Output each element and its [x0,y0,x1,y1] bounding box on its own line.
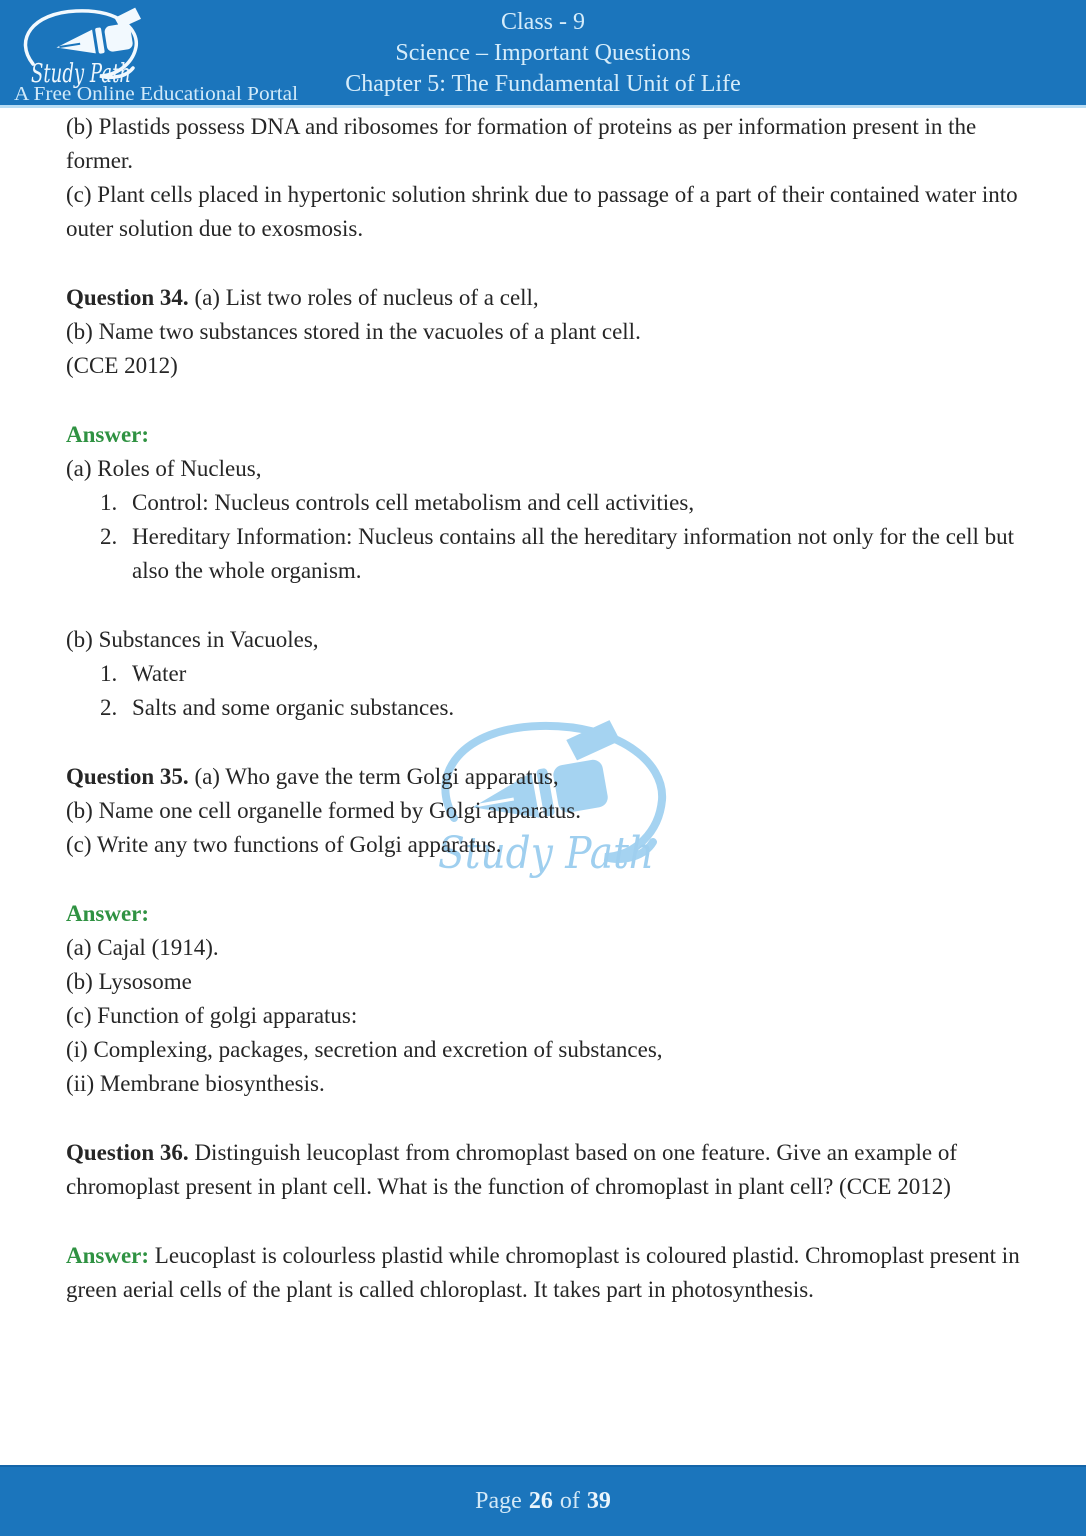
paragraph [66,897,1020,931]
paragraph [66,623,1020,657]
studypath-logo-icon [6,0,316,105]
paragraph [66,418,1020,452]
paragraph-text: (i) Complexing, packages, secretion and excretion of substances, [66,1037,663,1062]
logo-title: Study Path [31,59,131,89]
page-word: Page [475,1488,522,1514]
list-item [66,691,1020,725]
blank-line [66,725,1020,760]
ordered-list [66,657,1020,725]
header-titles [345,7,740,100]
blank-line [66,588,1020,623]
paragraph [66,178,1020,246]
paragraph-text: (ii) Membrane biosynthesis. [66,1071,325,1096]
list-item [66,520,1020,588]
header-subject-line: Science – Important Questions [395,40,691,66]
paragraph [66,1033,1020,1067]
of-word: of [559,1488,580,1514]
blank-line [66,1204,1020,1239]
list-number: 1. [100,490,118,515]
paragraph [66,999,1020,1033]
current-page-number: 26 [528,1488,553,1514]
body-blocks [0,108,1086,1307]
studypath-logo [6,0,316,105]
paragraph-text: (a) List two roles of nucleus of a cell, [188,285,539,310]
question-label: Question 35. [66,764,189,789]
answer-label: Answer: [66,901,150,926]
paragraph-text: (b) Plastids possess DNA and ribosomes for formation of proteins as per information present in the former. [66,114,977,173]
ordered-list [66,486,1020,588]
page-header [0,0,1086,108]
list-text: Hereditary Information: Nucleus contains all the hereditary information not only for the cell but also the whole organism. [132,524,1015,583]
paragraph [66,110,1020,178]
paragraph [66,794,1020,828]
header-chapter-line: Chapter 5: The Fundamental Unit of Life [345,71,741,97]
list-text: Salts and some organic substances. [132,695,455,720]
answer-label: Answer: [66,1243,150,1268]
blank-line [66,1101,1020,1136]
paragraph [66,315,1020,349]
paragraph-text: (c) Plant cells placed in hypertonic solution shrink due to passage of a part of their contained water into outer solution due to exosmosis. [66,182,1018,241]
paragraph-text: (b) Substances in Vacuoles, [66,627,319,652]
list-item [66,657,1020,691]
header-class-line: Class - 9 [501,9,585,35]
paragraph [66,965,1020,999]
question-label: Question 34. [66,285,189,310]
paragraph-text: (c) Write any two functions of Golgi apparatus. [66,832,502,857]
paragraph [66,1067,1020,1101]
paragraph-text: (a) Cajal (1914). [66,935,219,960]
paragraph-text: (b) Lysosome [66,969,192,994]
blank-line [66,246,1020,281]
answer-label: Answer: [66,422,150,447]
question-paragraph [66,760,1020,794]
paragraph [66,931,1020,965]
list-number: 1. [100,661,118,686]
list-number: 2. [100,524,118,549]
question-label: Question 36. [66,1140,189,1165]
logo-tagline: A Free Online Educational Portal [14,83,299,105]
pen-icon [52,7,145,60]
watermark-text: Study Path [438,828,654,879]
list-number: 2. [100,695,118,720]
total-page-number: 39 [586,1488,611,1514]
paragraph-text: (b) Name two substances stored in the vacuoles of a plant cell. [66,319,641,344]
paragraph [66,1239,1020,1307]
paragraph [66,828,1020,862]
paragraph-text: Leucoplast is colourless plastid while chromoplast is coloured plastid. Chromoplast present in green aerial cells of the plant is called chloroplast. It takes part in photosynthesis. [66,1243,1020,1302]
paragraph-text: (c) Function of golgi apparatus: [66,1003,358,1028]
list-item [66,486,1020,520]
blank-line [66,862,1020,897]
paragraph-text: (b) Name one cell organelle formed by Golgi apparatus. [66,798,581,823]
paragraph [66,349,1020,383]
page-indicator [475,1488,611,1515]
question-paragraph [66,1136,1020,1204]
paragraph-text: Distinguish leucoplast from chromoplast based on one feature. Give an example of chromoplast present in plant cell. What is the function of chromoplast in plant cell? (CCE 2012) [66,1140,958,1199]
paragraph-text: (a) Roles of Nucleus, [66,456,262,481]
list-text: Control: Nucleus controls cell metabolism and cell activities, [132,490,695,515]
paragraph-text: (CCE 2012) [66,353,178,378]
paragraph [66,452,1020,486]
list-text: Water [132,661,187,686]
paragraph-text: (a) Who gave the term Golgi apparatus, [188,764,559,789]
blank-line [66,383,1020,418]
page-footer [0,1465,1086,1536]
question-paragraph [66,281,1020,315]
